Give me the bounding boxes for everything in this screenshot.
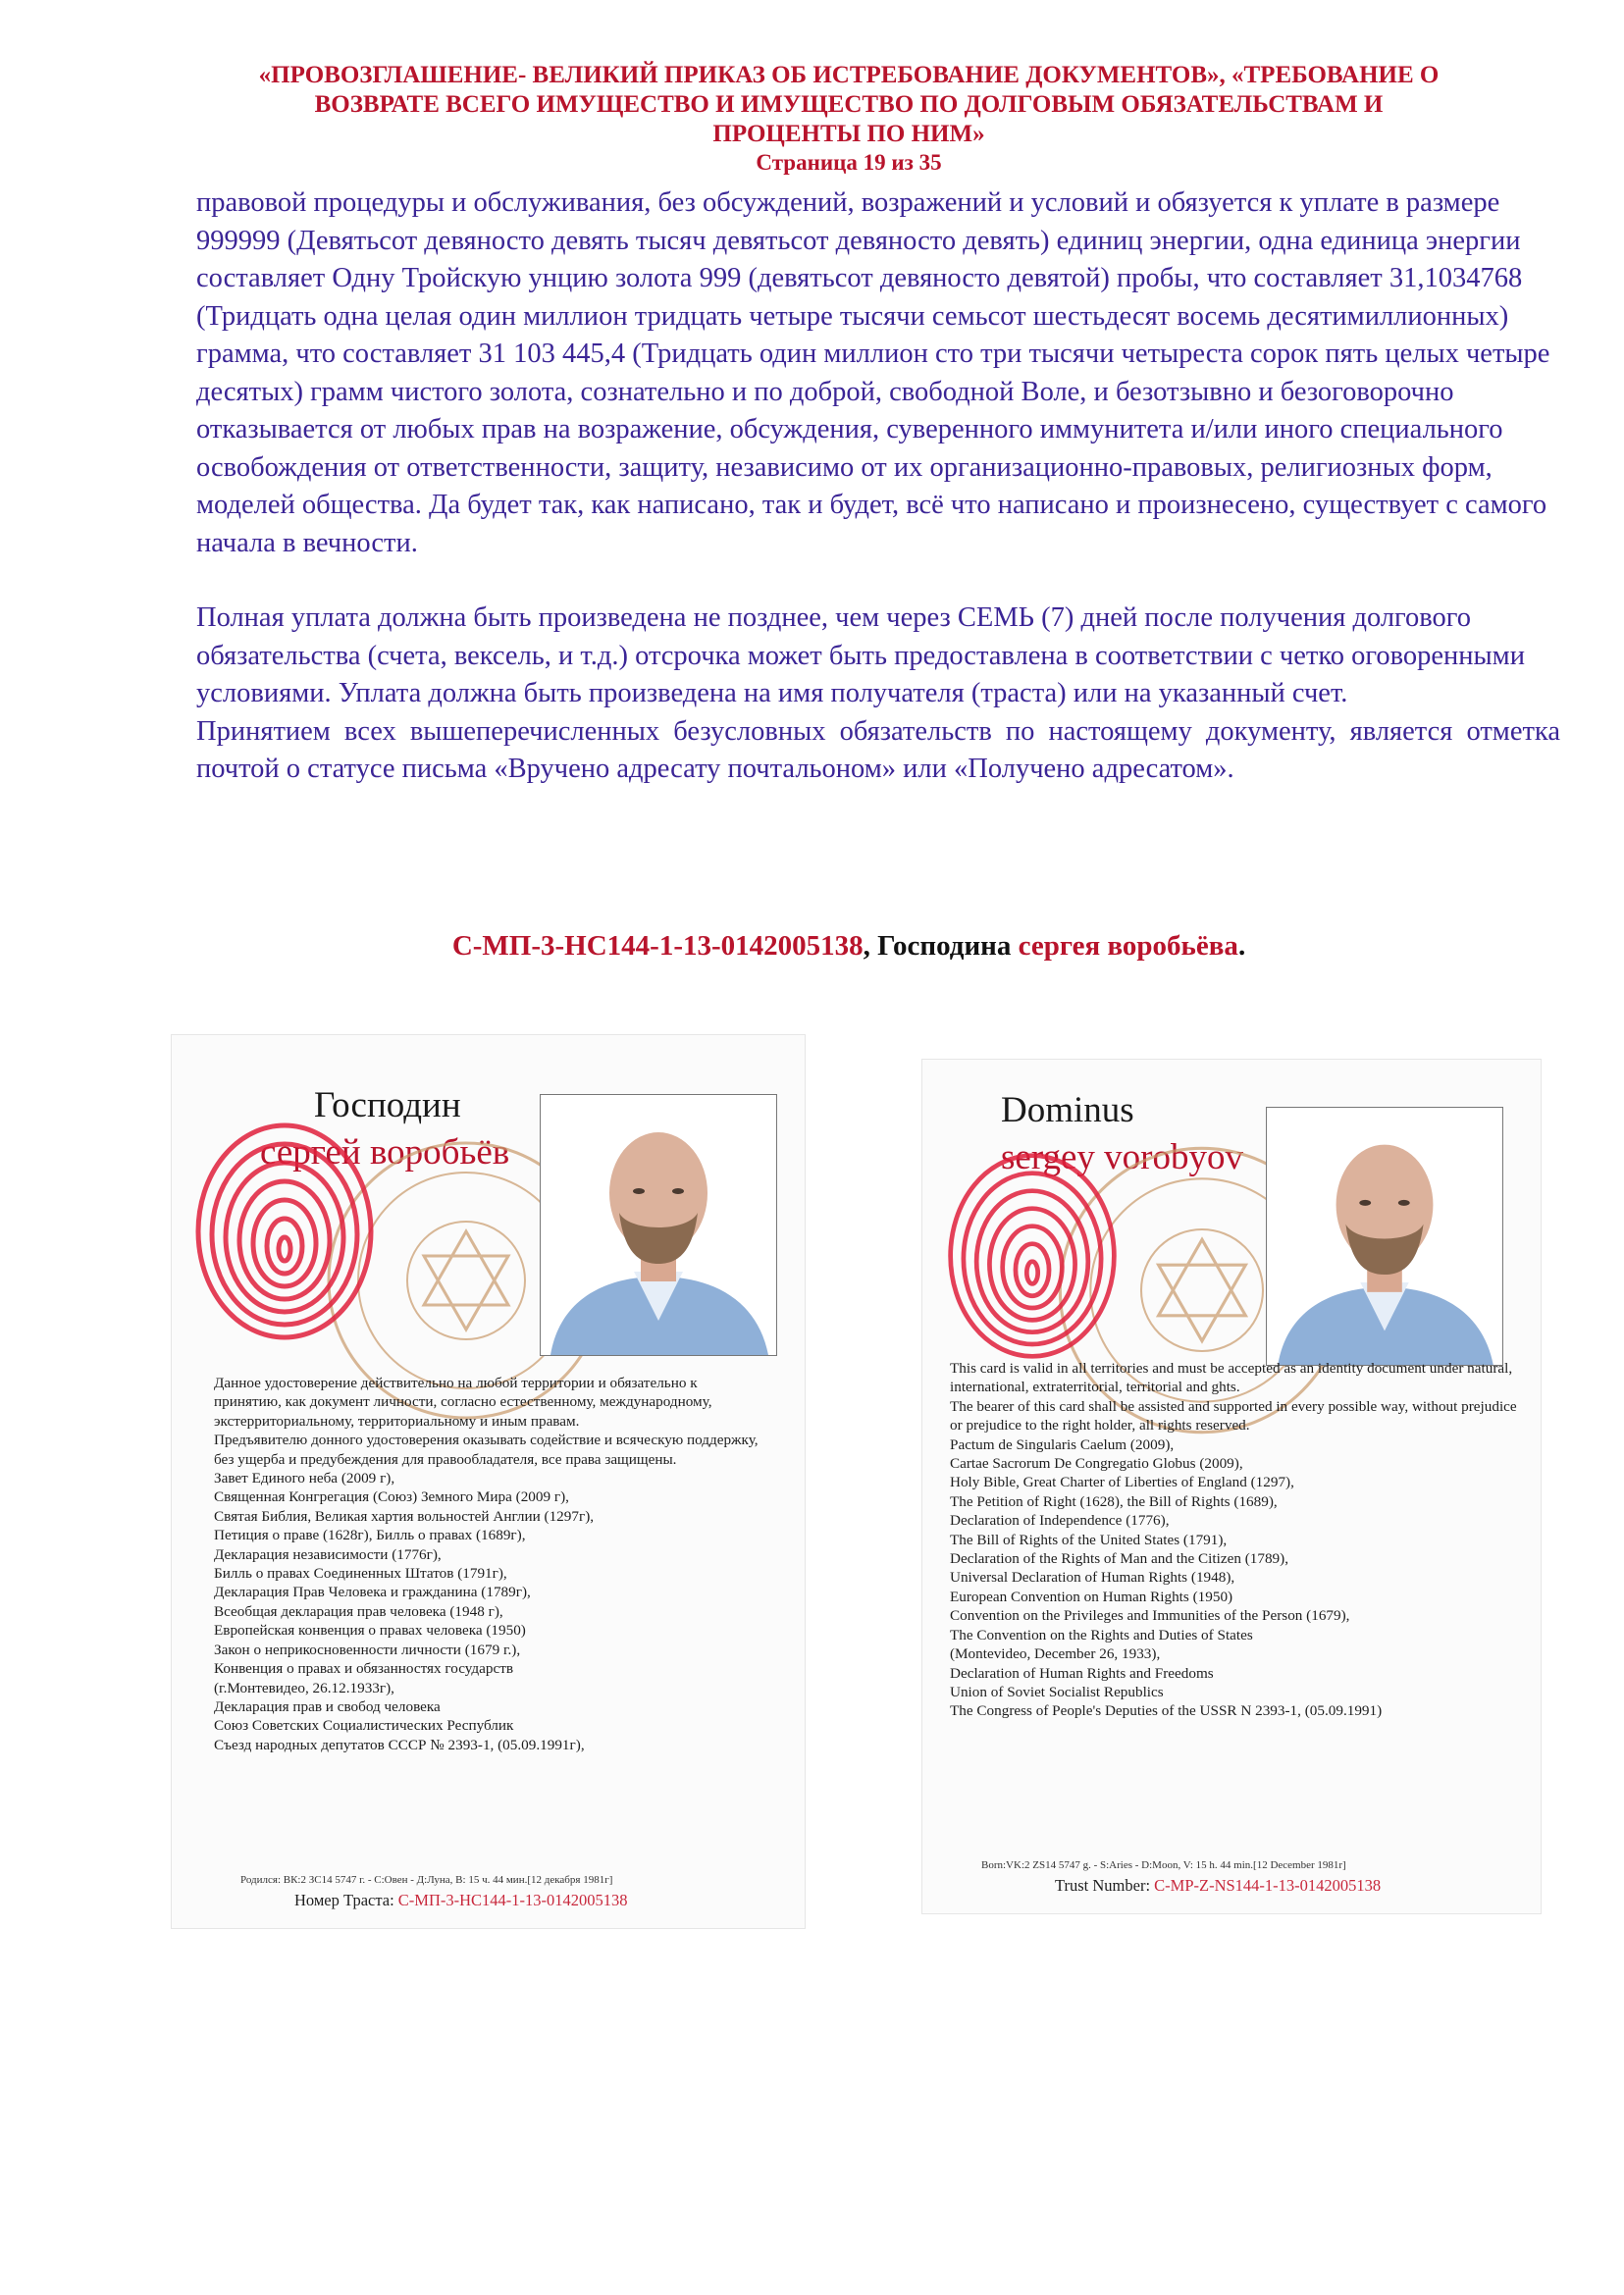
signature-line [137,930,1560,963]
law-item: Universal Declaration of Human Rights (1948), [950,1569,1235,1587]
law-item: Декларация Прав Человека и гражданина (1789г), [214,1584,531,1601]
body-paragraph-2: Полная уплата должна быть произведена не позднее, чем через СЕМЬ (7) дней после получения долгового обязательства (счета, вексель, и т.д.) отсрочка может быть предоставлена в соответствии с четко оговоренными условиями. Уплата должна быть произведена на имя получателя (траста) или на указанный счет. [196,602,1525,708]
law-item: Билль о правах Соединенных Штатов (1791г), [214,1565,507,1583]
signature-code: С-МП-3-НС144-1-13-0142005138 [451,930,864,962]
signature-name: сергея воробьёва [1018,930,1238,962]
fingerprint-icon [944,1148,1121,1364]
card-en-trust [1055,1876,1381,1896]
trust-number: C-MP-Z-NS144-1-13-0142005138 [1154,1876,1382,1895]
law-item: Pactum de Singularis Caelum (2009), [950,1435,1175,1453]
fingerprint-icon [191,1119,378,1344]
law-item: Декларация независимости (1776г), [214,1545,442,1563]
law-item: (г.Монтевидео, 26.12.1933г), [214,1679,394,1696]
law-item: Всеобщая декларация прав человека (1948 г), [214,1602,503,1620]
law-item: Священная Конгрегация (Союз) Земного Мира (2009 г), [214,1488,569,1506]
card-en-name: sergey vorobyov [1001,1137,1243,1177]
card-ru-intro: Данное удостоверение действительно на любой территории и обязательно к принятию, как документ личности, согласно естественному, международному, экстерриториальному, территориальному и иным правам. [214,1375,712,1430]
header-title-line-1: «ПРОВОЗГЛАШЕНИЕ- ВЕЛИКИЙ ПРИКАЗ ОБ ИСТРЕБОВАНИЕ ДОКУМЕНТОВ», «ТРЕБОВАНИЕ О [258,62,1440,88]
law-item: The Petition of Right (1628), the Bill of Rights (1689), [950,1492,1278,1510]
card-en-birth: Born:VK:2 ZS14 5747 g. - S:Aries - D:Moon, V: 15 h. 44 min.[12 December 1981r] [981,1859,1346,1871]
law-item: Convention on the Privileges and Immunities of the Person (1679), [950,1607,1350,1625]
page-number: Страница 19 из 35 [756,150,942,175]
card-ru-title: Господин [314,1085,461,1125]
law-item: Завет Единого неба (2009 г), [214,1470,395,1487]
law-item: Cartae Sacrorum De Congregatio Globus (2009), [950,1455,1243,1473]
card-en-laws [950,1435,1524,1721]
law-item: Конвенция о правах и обязанностях государств [214,1660,514,1678]
card-en-support: The bearer of this card shall be assisted and supported in every possible way, without prejudice or prejudice to the right holder, all rights reserved. [950,1397,1517,1434]
id-card-english [922,1060,1541,1913]
law-item: The Congress of People's Deputies of the USSR N 2393-1, (05.09.1991) [950,1702,1383,1720]
law-item: Declaration of the Rights of Man and the Citizen (1789), [950,1550,1289,1568]
person-portrait-icon [541,1095,776,1355]
id-card-russian [172,1035,805,1928]
document-body [196,184,1560,789]
card-ru-trust [294,1891,628,1910]
law-item: European Convention on Human Rights (1950) [950,1588,1233,1605]
law-item: (Montevideo, December 26, 1933), [950,1645,1161,1663]
card-ru-birth: Родился: ВК:2 ЗС14 5747 г. - С:Овен - Д:Луна, В: 15 ч. 44 мин.[12 декабря 1981г] [240,1874,613,1886]
card-en-intro: This card is valid in all territories and must be accepted as an identity document under natural, international, extraterritorial, territorial and ghts. [950,1360,1513,1396]
portrait-photo [540,1094,777,1356]
law-item: Европейская конвенция о правах человека (1950) [214,1622,526,1640]
card-ru-laws [214,1469,768,1754]
law-item: Holy Bible, Great Charter of Liberties of England (1297), [950,1474,1294,1491]
law-item: Declaration of Human Rights and Freedoms [950,1664,1214,1682]
body-paragraph-3: Принятием всех вышеперечисленных безусловных обязательств по настоящему документу, является отметка почтой о статусе письма «Вручено адресату почтальоном» или «Получено адресатом». [196,715,1560,784]
document-header [137,61,1560,177]
header-title-line-2: ВОЗВРАТЕ ВСЕГО ИМУЩЕСТВО И ИМУЩЕСТВО ПО ДОЛГОВЫМ ОБЯЗАТЕЛЬСТВАМ И [314,91,1384,118]
person-portrait-icon [1267,1108,1502,1365]
law-item: Святая Библия, Великая хартия вольностей Англии (1297г), [214,1507,595,1525]
card-ru-name: сергей воробьёв [260,1132,510,1173]
header-title-line-3: ПРОЦЕНТЫ ПО НИМ» [712,121,985,147]
trust-label: Trust Number: [1055,1876,1155,1895]
trust-label: Номер Траста: [294,1891,398,1909]
law-item: Declaration of Independence (1776), [950,1512,1170,1530]
card-en-text [950,1359,1524,1721]
law-item: Петиция о праве (1628г), Билль о правах (1689г), [214,1527,526,1544]
law-item: Союз Советских Социалистических Республик [214,1717,514,1735]
law-item: Union of Soviet Socialist Republics [950,1683,1164,1700]
law-item: Съезд народных депутатов СССР № 2393-1, (05.09.1991г), [214,1736,585,1753]
signature-separator: , [863,930,878,962]
law-item: The Bill of Rights of the United States (1791), [950,1531,1228,1548]
trust-number: С-МП-3-НС144-1-13-0142005138 [397,1891,628,1909]
card-en-title: Dominus [1001,1090,1134,1130]
card-ru-support: Предъявителю донного удостоверения оказывать содействие и всяческую поддержку, без ущерба и предубеждения для правообладателя, все права защищены. [214,1432,759,1468]
law-item: Закон о неприкосновенности личности (1679 г.), [214,1641,521,1658]
body-paragraph-1: правовой процедуры и обслуживания, без обсуждений, возражений и условий и обязуется к уплате в размере 999999 (Девятьсот девяносто девять тысяч девятьсот девяносто девять) единиц энергии, одна единица энергии составляет Одну Тройскую унцию золота 999 (девятьсот девяносто девятой) пробы, что составляет 31,1034768 (Тридцать одна целая один миллион тридцать четыре тысячи семьсот шестьдесят восемь десятимиллионных) грамма, что составляет 31 103 445,4 (Тридцать один миллион сто три тысячи четыреста сорок пять целых четыре десятых) грамм чистого золота, сознательно и по доброй, свободной Воле, и безотзывно и безоговорочно отказывается от любых прав на возражение, обсуждения, суверенного иммунитета и/или иного специального освобождения от ответственности, защиту, независимо от их организационно-правовых, религиозных форм, моделей общества. Да будет так, как написано, так и будет, всё что написано и произнесено, существует с самого начала в вечности. [196,187,1550,558]
law-item: The Convention on the Rights and Duties of States [950,1626,1253,1643]
signature-end: . [1237,930,1246,962]
portrait-photo [1266,1107,1503,1366]
law-item: Декларация прав и свобод человека [214,1697,441,1715]
card-ru-text [214,1374,768,1754]
signature-title: Господина [877,930,1012,962]
